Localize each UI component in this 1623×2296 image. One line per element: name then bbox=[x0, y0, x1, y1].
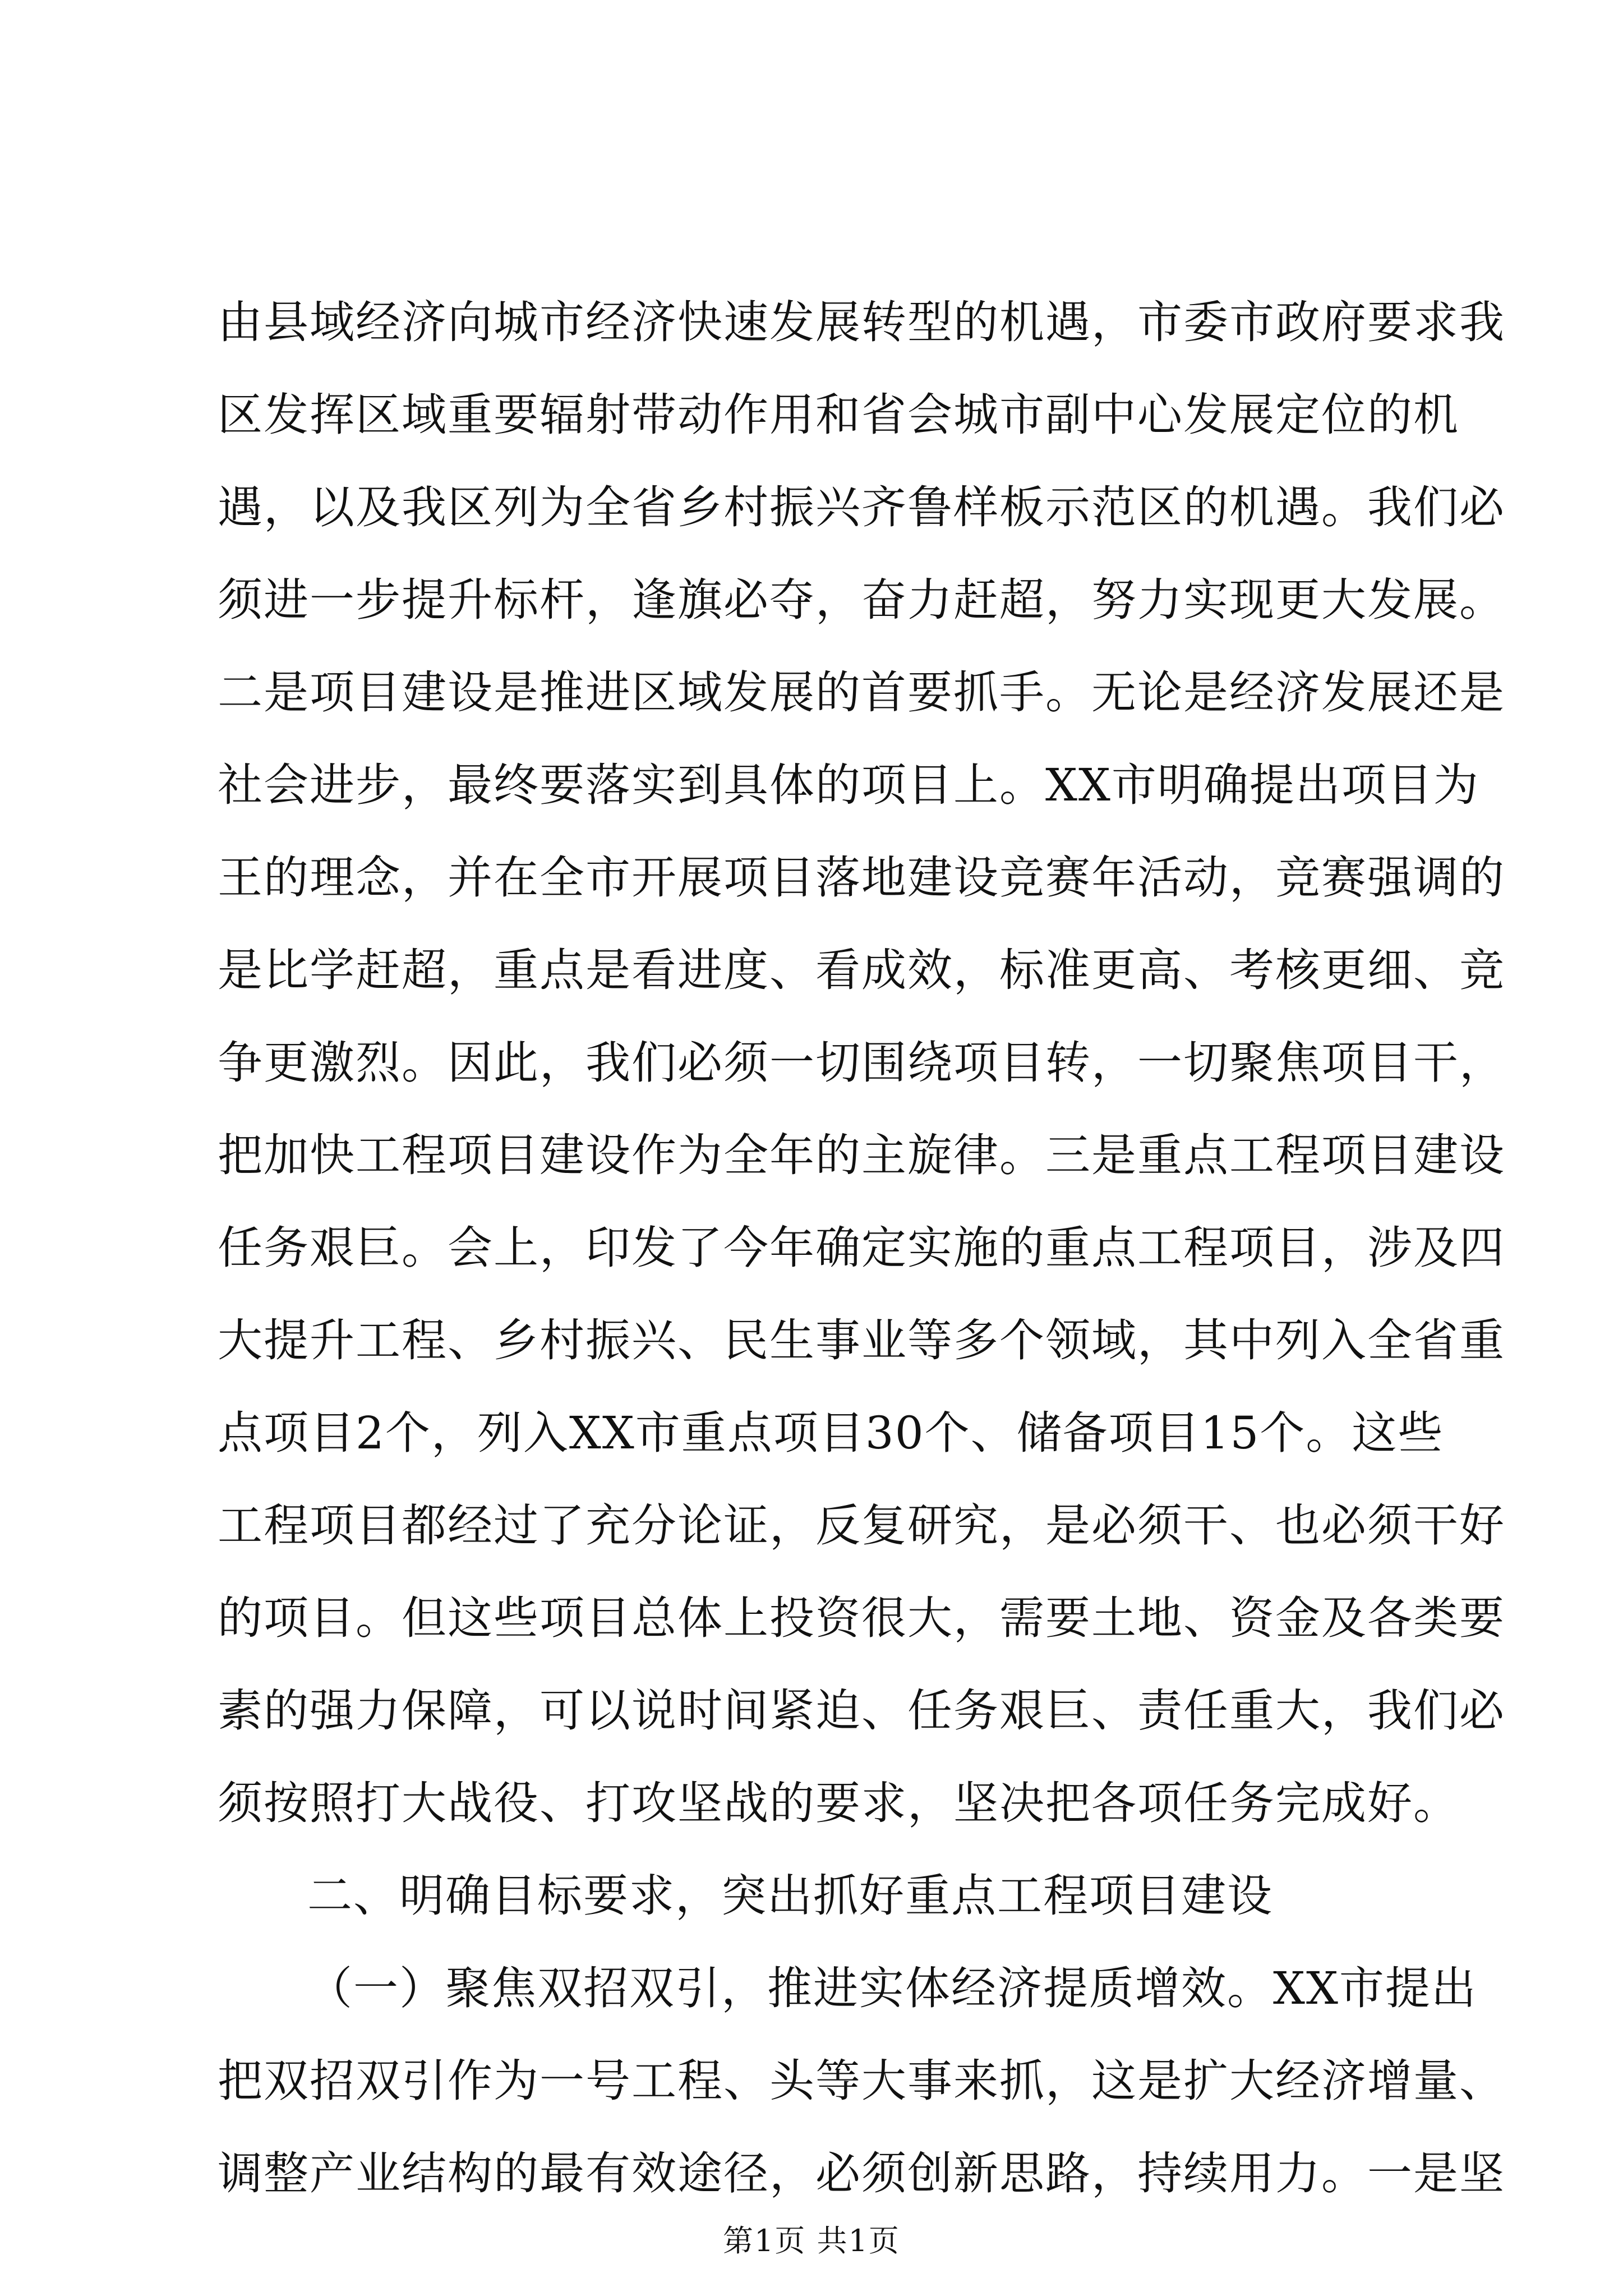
body-line-10: 把加快工程项目建设作为全年的主旋律。三是重点工程项目建设 bbox=[218, 1129, 1505, 1181]
body-line-1: 由县域经济向城市经济快速发展转型的机遇，市委市政府要求我 bbox=[218, 296, 1505, 348]
body-line-5: 二是项目建设是推进区域发展的首要抓手。无论是经济发展还是 bbox=[218, 666, 1505, 719]
body-line-15: 的项目。但这些项目总体上投资很大，需要土地、资金及各类要 bbox=[218, 1592, 1505, 1644]
body-line-6: 社会进步，最终要落实到具体的项目上。XX市明确提出项目为 bbox=[218, 759, 1479, 811]
body-line-13: 点项目2个，列入XX市重点项目30个、储备项目15个。这些 bbox=[218, 1407, 1444, 1459]
body-line-3: 遇，以及我区列为全省乡村振兴齐鲁样板示范区的机遇。我们必 bbox=[218, 481, 1505, 533]
body-line-11: 任务艰巨。会上，印发了今年确定实施的重点工程项目，涉及四 bbox=[218, 1222, 1505, 1274]
body-line-12: 大提升工程、乡村振兴、民生事业等多个领域，其中列入全省重 bbox=[218, 1314, 1505, 1366]
body-line-7: 王的理念，并在全市开展项目落地建设竞赛年活动，竞赛强调的 bbox=[218, 852, 1505, 904]
body-line-17: 须按照打大战役、打攻坚战的要求，坚决把各项任务完成好。 bbox=[218, 1777, 1459, 1829]
sub-line-1: （一）聚焦双招双引，推进实体经济提质增效。XX市提出 bbox=[307, 1962, 1477, 2014]
body-line-2: 区发挥区域重要辐射带动作用和省会城市副中心发展定位的机 bbox=[218, 389, 1459, 441]
sub-line-3: 调整产业结构的最有效途径，必须创新思路，持续用力。一是坚 bbox=[218, 2147, 1505, 2200]
sub-line-2: 把双招双引作为一号工程、头等大事来抓，这是扩大经济增量、 bbox=[218, 2055, 1505, 2107]
page-footer: 第1页 共1页 bbox=[723, 2223, 900, 2258]
body-line-16: 素的强力保障，可以说时间紧迫、任务艰巨、责任重大，我们必 bbox=[218, 1685, 1505, 1737]
body-line-9: 争更激烈。因此，我们必须一切围绕项目转，一切聚焦项目干， bbox=[218, 1037, 1505, 1089]
section-heading: 二、明确目标要求，突出抓好重点工程项目建设 bbox=[307, 1870, 1273, 1922]
body-line-8: 是比学赶超，重点是看进度、看成效，标准更高、考核更细、竞 bbox=[218, 944, 1505, 996]
body-line-4: 须进一步提升标杆，逢旗必夺，奋力赶超，努力实现更大发展。 bbox=[218, 574, 1505, 626]
body-line-14: 工程项目都经过了充分论证，反复研究，是必须干、也必须干好 bbox=[218, 1499, 1505, 1552]
